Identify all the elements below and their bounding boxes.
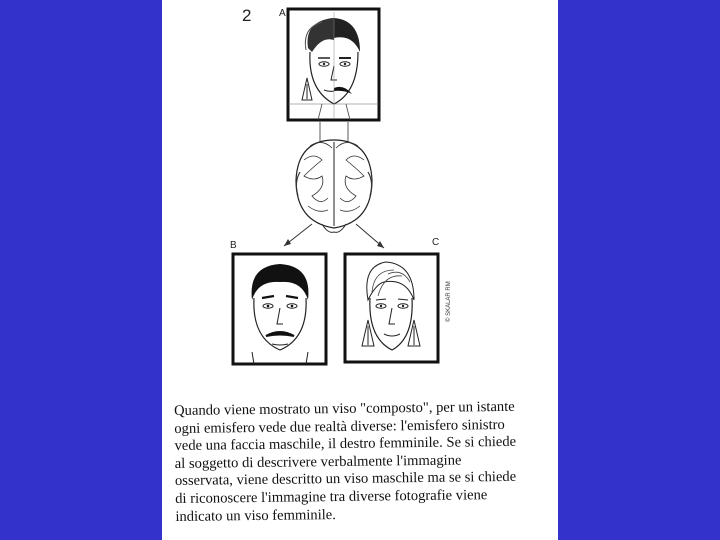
image-credit: © SKALAR RM [446, 281, 452, 322]
figure-number: 2 [242, 6, 252, 25]
label-a: A [279, 8, 286, 19]
caption-line: Quando viene mostrato un viso "composto", per un istante [174, 398, 515, 419]
caption-line: vede una faccia maschile, il destro femminile. Se si chiede [174, 434, 517, 455]
composite-face-icon [288, 9, 379, 120]
female-face-icon [345, 254, 438, 362]
male-face-icon [233, 254, 326, 364]
caption-line: ogni emisfero vede due realtà diverse: l'emisfero sinistro [174, 416, 505, 437]
label-b: B [230, 240, 237, 251]
figure-illustration [162, 0, 558, 400]
caption-line: indicato un viso femminile. [175, 506, 336, 525]
caption-line: al soggetto di descrivere verbalmente l'immagine [174, 452, 462, 472]
caption-line: di riconoscere l'immagine tra diverse fotografie viene [175, 487, 488, 507]
caption-line: osservata, viene descritto un viso maschile ma se si chiede [174, 469, 517, 490]
label-c: C [432, 237, 440, 248]
brain-icon [296, 140, 372, 232]
arrow-to-c [356, 224, 384, 248]
scanned-page [162, 0, 558, 540]
arrow-to-b [284, 224, 312, 246]
caption-text [174, 398, 553, 526]
